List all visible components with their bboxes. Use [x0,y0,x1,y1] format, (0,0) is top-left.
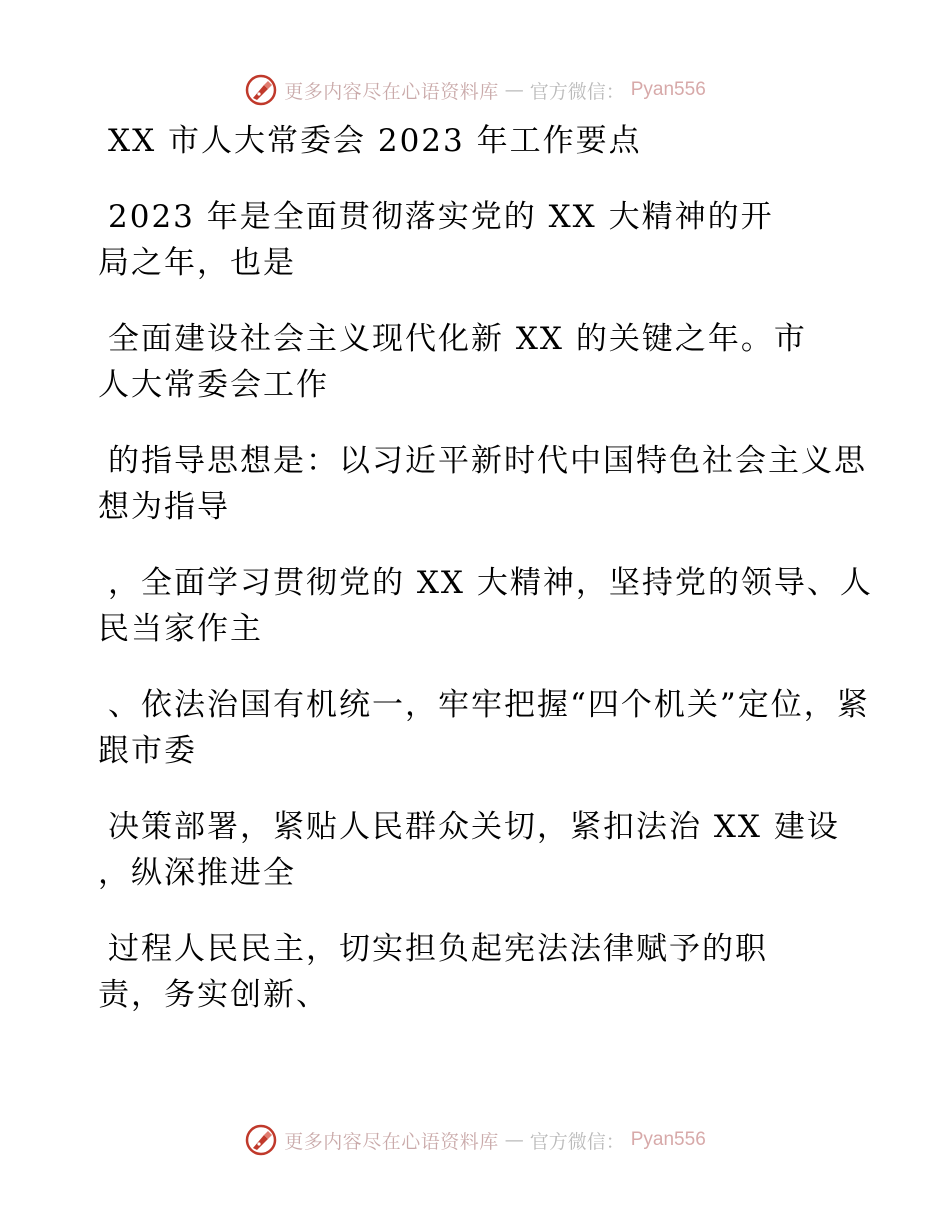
document-title: XX 市人大常委会 2023 年工作要点 [108,123,642,159]
watermark-dash: — [504,79,524,101]
watermark-banner-bottom [0,1122,950,1158]
paragraph-line-4a [98,560,873,606]
line-text: 全面建设社会主义现代化新 XX 的关键之年。市 [108,321,807,357]
paragraph-line-7b [98,972,858,1018]
watermark-wechat-label: 官方微信： [529,80,625,103]
line-text: 2023 年是全面贯彻落实党的 XX 大精神的开 [108,199,774,235]
paragraph-line-4b [98,606,858,652]
paragraph-line-5a [98,682,870,728]
watermark-banner-top [0,72,950,108]
watermark-dash: — [504,1129,524,1151]
paragraph-line-2a [98,316,858,362]
watermark-wechat-label: 官方微信： [529,1130,625,1153]
watermark-text: 更多内容尽在心语资料库 [284,1130,499,1153]
paragraph-line-3a [98,438,867,484]
line-text: ，纵深推进全 [98,855,296,891]
paragraph-line-1a [98,194,858,240]
line-text: 民当家作主 [98,611,263,647]
line-text: 的指导思想是：以习近平新时代中国特色社会主义思 [108,443,867,479]
pen-nib-logo-icon [244,1123,278,1157]
line-text: 、依法治国有机统一，牢牢把握“四个机关”定位，紧 [108,687,870,723]
line-text: 过程人民民主，切实担负起宪法法律赋予的职 [108,931,768,967]
line-text: 责，务实创新、 [98,977,329,1013]
paragraph-line-6a [98,804,858,850]
paragraph-line-6b [98,850,858,896]
line-text: 想为指导 [98,489,230,525]
line-text: 决策部署，紧贴人民群众关切，紧扣法治 XX 建设 [108,809,840,845]
paragraph-line-1b [98,240,858,286]
paragraph-line-5b [98,728,858,774]
paragraph-line-2b [98,362,858,408]
pen-nib-logo-icon [244,73,278,107]
paragraph-line-3b [98,484,858,530]
document-body [98,118,873,1018]
line-text: ，全面学习贯彻党的 XX 大精神，坚持党的领导、人 [108,565,873,601]
line-text: 跟市委 [98,733,197,769]
paragraph-line-7a [98,926,858,972]
watermark-wechat-id: Pyan556 [630,79,706,100]
line-text: 人大常委会工作 [98,367,329,403]
watermark-text: 更多内容尽在心语资料库 [284,80,499,103]
watermark-wechat-id: Pyan556 [630,1129,706,1150]
line-text: 局之年，也是 [98,245,296,281]
